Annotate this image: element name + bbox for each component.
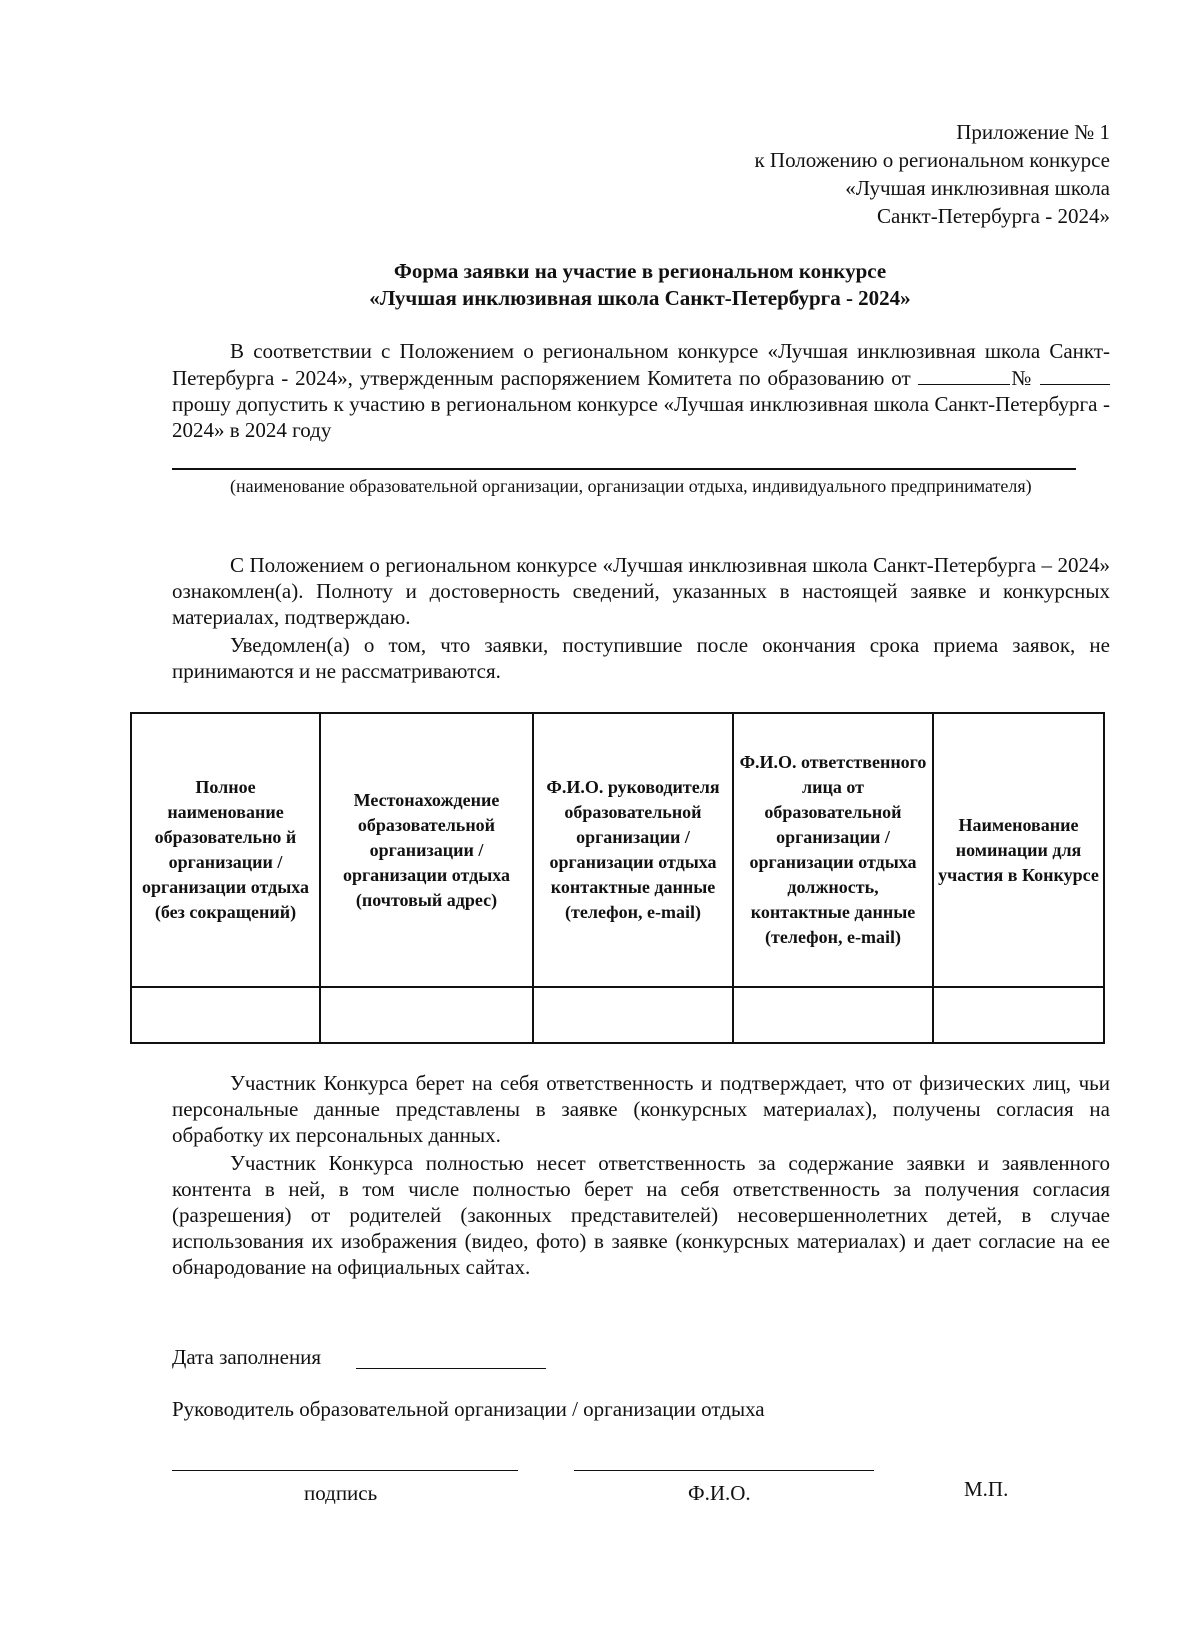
table-row: [131, 987, 1104, 1043]
annex-number: Приложение № 1: [956, 120, 1110, 144]
acknowledgement-paragraph: С Положением о региональном конкурсе «Лучшая инклюзивная школа Санкт-Петербурга – 2024» ознакомлен(а). Полноту и достоверность сведений, указанных в настоящей заявке и конкурсных материалах, подтверждаю.: [172, 553, 1110, 629]
annex-reference: к Положению о региональном конкурсе: [754, 148, 1110, 172]
cell-organization-location[interactable]: [320, 987, 533, 1043]
responsibility-paragraph-1: Участник Конкурса берет на себя ответственность и подтверждает, что от физических лиц, чьи персональные данные представлены в заявке (конкурсных материалах), получены согласия на обработку их персональных данных.: [172, 1071, 1110, 1147]
intro-text-part-1: В соответствии с Положением о региональном конкурсе «Лучшая инклюзивная школа Санкт-Петербурга - 2024», утвержденным распоряжением Комитета по образованию от: [172, 339, 1110, 390]
intro-paragraph: [172, 338, 1110, 443]
fill-date-label: Дата заполнения: [172, 1345, 322, 1369]
header-organization-location: Местонахождение образовательной организации / организации отдыха (почтовый адрес): [320, 713, 533, 987]
header-nomination: Наименование номинации для участия в Конкурсе: [933, 713, 1104, 987]
decree-number-blank: [1040, 364, 1110, 385]
annex-contest-name: «Лучшая инклюзивная школа: [845, 176, 1110, 200]
header-responsible-person-contacts: Ф.И.О. ответственного лица от образовательной организации / организации отдыха должность, контактные данные (телефон, e-mail): [733, 713, 933, 987]
cell-organization-full-name[interactable]: [131, 987, 320, 1043]
cell-nomination[interactable]: [933, 987, 1104, 1043]
organization-name-line: [172, 468, 1076, 470]
header-organization-full-name: Полное наименование образовательно й организации / организации отдыха (без сокращений): [131, 713, 320, 987]
intro-text-part-2: прошу допустить к участию в региональном конкурсе «Лучшая инклюзивная школа Санкт-Петербурга - 2024» в 2024 году: [172, 392, 1110, 442]
document-title: [170, 258, 1110, 312]
header-director-contacts: Ф.И.О. руководителя образовательной организации / организации отдыха контактные данные (телефон, e-mail): [533, 713, 733, 987]
title-line-1: Форма заявки на участие в региональном конкурсе: [393, 259, 887, 283]
full-name-label: Ф.И.О.: [688, 1481, 751, 1505]
organization-name-caption: (наименование образовательной организации, организации отдыха, индивидуального предпринимателя): [230, 476, 1032, 496]
application-table: [130, 712, 1105, 1044]
head-of-organization-label: Руководитель образовательной организации / организации отдыха: [172, 1397, 765, 1421]
decree-number-sign: №: [1009, 366, 1034, 390]
full-name-line[interactable]: [574, 1470, 874, 1471]
cell-director-contacts[interactable]: [533, 987, 733, 1043]
annex-contest-city: Санкт-Петербурга - 2024»: [877, 204, 1110, 228]
table-header-row: [131, 713, 1104, 987]
responsibility-paragraph-2: Участник Конкурса полностью несет ответственность за содержание заявки и заявленного контента в ней, в том числе полностью берет на себя ответственность за получения согласия (разрешения) от родителей (законных представителей) несовершеннолетних детей, в случае использования их изображения (видео, фото) в заявке (конкурсных материалах) и дает согласие на ее обнародование на официальных сайтах.: [172, 1151, 1110, 1279]
annex-header: [754, 118, 1110, 230]
fill-date-line[interactable]: [356, 1368, 546, 1369]
notice-paragraph: Уведомлен(а) о том, что заявки, поступившие после окончания срока приема заявок, не принимаются и не рассматриваются.: [172, 633, 1110, 683]
decree-date-blank: [918, 364, 1010, 385]
cell-responsible-person-contacts[interactable]: [733, 987, 933, 1043]
title-line-2: «Лучшая инклюзивная школа Санкт-Петербурга - 2024»: [369, 286, 911, 310]
signature-label: подпись: [304, 1481, 378, 1505]
signature-line[interactable]: [172, 1470, 518, 1471]
stamp-label: М.П.: [964, 1477, 1009, 1501]
